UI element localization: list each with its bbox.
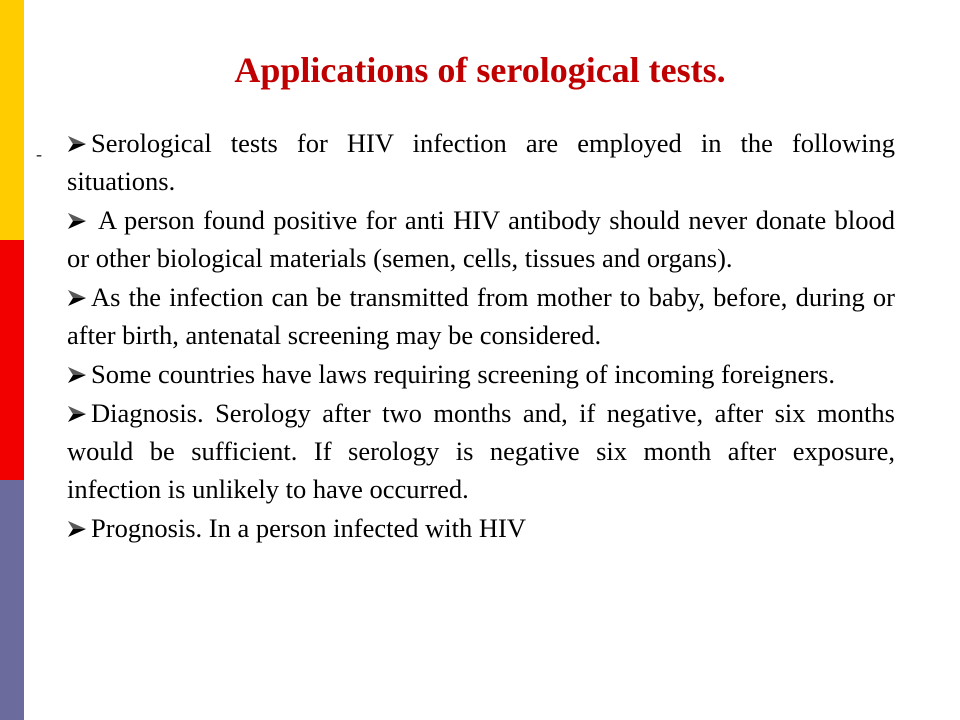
bullet-text: As the infection can be transmitted from mother to baby, before, during or after birth, antenatal screening may be considered.: [67, 282, 895, 350]
bullet-text: Prognosis. In a person infected with HIV: [91, 513, 526, 543]
bullet-list: [67, 124, 895, 548]
bullet-item: [67, 124, 895, 200]
arrow-bullet-icon: [67, 289, 87, 307]
accent-band-red: [0, 240, 24, 480]
bullet-text: Some countries have laws requiring screening of incoming foreigners.: [91, 359, 835, 389]
bullet-item: [67, 201, 895, 277]
arrow-bullet-icon: [67, 366, 87, 384]
bullet-text: Diagnosis. Serology after two months and, if negative, after six months would be sufficient. If serology is negative six month after exposure, infection is unlikely to have occurred.: [67, 398, 895, 504]
bullet-item: [67, 509, 895, 547]
bullet-item: [67, 278, 895, 354]
bullet-item: [67, 394, 895, 508]
arrow-bullet-icon: [67, 135, 87, 153]
bullet-text: A person found positive for anti HIV antibody should never donate blood or other biological materials (semen, cells, tissues and organs).: [67, 205, 895, 273]
arrow-bullet-icon: [67, 520, 87, 538]
slide-title: Applications of serological tests.: [234, 50, 726, 90]
arrow-bullet-icon: [67, 212, 87, 230]
stray-dash: -: [36, 144, 42, 164]
accent-band-yellow: [0, 0, 24, 240]
bullet-text: Serological tests for HIV infection are employed in the following situations.: [67, 128, 895, 196]
bullet-item: [67, 355, 895, 393]
arrow-bullet-icon: [67, 405, 87, 423]
accent-band-purple: [0, 480, 24, 720]
